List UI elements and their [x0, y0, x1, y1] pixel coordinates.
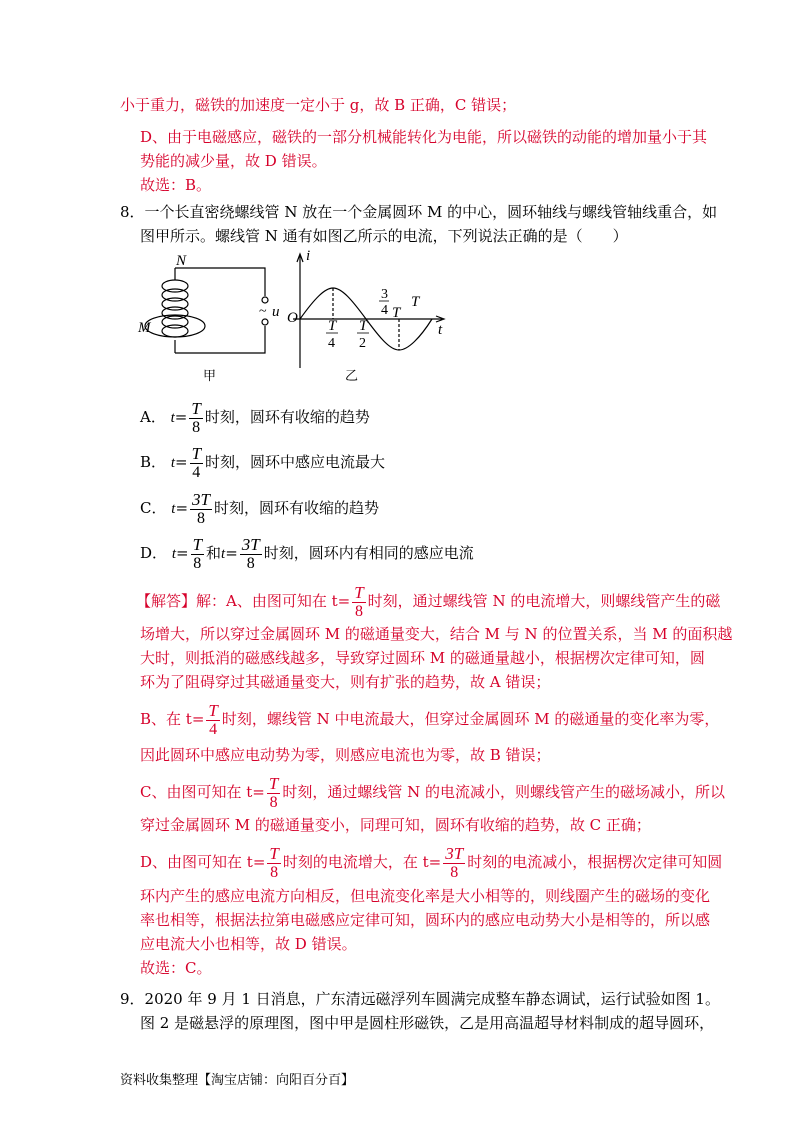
solution-l5-fraction — [206, 702, 219, 739]
page-footer: 资料收集整理【淘宝店铺：向阳百分百】 — [120, 1073, 355, 1088]
solution-l9-fraction-1 — [267, 845, 280, 882]
solution-line-5 — [140, 700, 719, 739]
q8-stem-line-1: 8．一个长直密绕螺线管 N 放在一个金属圆环 M 的中心，圆环轴线与螺线管轴线重合，如 — [120, 203, 718, 221]
q9-stem-line-2: 图 2 是磁悬浮的原理图，图中甲是圆柱形磁铁，乙是用高温超导材料制成的超导圆环， — [140, 1014, 715, 1032]
solution-l1-fraction — [352, 584, 365, 621]
solution-l5-den: 4 — [209, 720, 218, 738]
solution-l9-den2: 8 — [450, 863, 459, 881]
option-b-eq: = — [174, 453, 188, 471]
solution-line-9 — [140, 843, 722, 882]
option-d-num2: 3T — [241, 534, 260, 554]
option-a-fraction — [189, 400, 202, 437]
solution-line-6: 因此圆环中感应电动势为零，则感应电流也为零，故 B 错误； — [140, 746, 551, 764]
option-d[interactable] — [140, 534, 474, 573]
q8-figure — [130, 248, 460, 383]
solution-l7-num: T — [268, 773, 279, 793]
solution-l7-fraction — [267, 775, 280, 812]
solution-line-1 — [136, 582, 720, 621]
solution-l9-b: 时刻的电流增大，在 t= — [282, 853, 442, 871]
fig-label-u: u — [272, 304, 280, 320]
option-b-text: 时刻，圆环中感应电流最大 — [205, 453, 386, 471]
prev-solution-line-2: D、由于电磁感应，磁铁的一部分机械能转化为电能，所以磁铁的动能的增加量小于其 — [140, 128, 708, 146]
solution-l9-num: T — [269, 843, 279, 863]
solution-line-4: 环为了阻碍穿过其磁通量变大，则有扩张的趋势，故 A 错误； — [140, 673, 551, 691]
solution-l1-num: T — [354, 582, 364, 602]
solution-l7-b: 时刻，通过螺线管 N 的电流减小，则螺线管产生的磁场减小，所以 — [282, 783, 725, 801]
fig-tick-t4-den: 4 — [328, 336, 335, 351]
option-c-num: 3T — [192, 489, 210, 509]
option-d-var2: t — [221, 546, 226, 562]
option-a-prefix: A． — [140, 408, 166, 426]
option-d-mid: 和 — [206, 544, 222, 562]
fig-caption-left: 甲 — [203, 369, 217, 383]
fig-axis-t: t — [438, 322, 443, 338]
option-a[interactable] — [140, 398, 370, 437]
solution-l9-a: D、由图可知在 t= — [140, 853, 266, 871]
solution-line-3: 大时，则抵消的磁感线越多，导致穿过圆环 M 的磁通量越小，根据楞次定律可知，圆 — [140, 649, 705, 667]
option-d-den2: 8 — [246, 554, 255, 572]
option-c-den: 8 — [197, 509, 205, 527]
option-c[interactable] — [140, 489, 379, 528]
option-c-prefix: C． — [140, 499, 167, 517]
fig-tilde: ~ — [259, 304, 267, 319]
option-c-eq: = — [175, 499, 189, 517]
solution-l5-a: B、在 t= — [140, 710, 205, 728]
q8-stem-line-2: 图甲所示。螺线管 N 通有如图乙所示的电流，下列说法正确的是（ ） — [140, 227, 628, 245]
solution-line-2: 场增大，所以穿过金属圆环 M 的磁通量变大，结合 M 与 N 的位置关系，当 M 的面积越 — [140, 625, 733, 643]
option-b[interactable] — [140, 443, 385, 482]
q9-stem-line-1: 9．2020 年 9 月 1 日消息，广东清远磁浮列车圆满完成整车静态调试，运行试验如图 1。 — [120, 990, 720, 1008]
option-d-eq2: = — [225, 544, 238, 562]
option-d-text: 时刻，圆环内有相同的感应电流 — [263, 544, 474, 562]
fig-label-n: N — [176, 253, 187, 269]
solution-l5-num: T — [208, 700, 218, 720]
fig-label-m: M — [138, 320, 151, 336]
option-b-num: T — [191, 443, 202, 463]
solution-l9-num2: 3T — [445, 843, 464, 863]
option-a-var: t — [170, 410, 175, 426]
option-d-fraction-1 — [191, 536, 204, 573]
option-b-fraction — [190, 445, 203, 482]
solution-line-7 — [140, 773, 725, 812]
fig-axis-i: i — [306, 248, 311, 264]
option-c-fraction — [190, 491, 212, 528]
solution-answer: 故选：C。 — [140, 959, 212, 977]
prev-solution-line-1: 小于重力，磁铁的加速度一定小于 g，故 B 正确，C 错误； — [120, 96, 517, 114]
solution-l1-a: 【解答】解：A、由图可知在 t= — [136, 592, 351, 610]
fig-tick-t4-num: T — [328, 318, 337, 334]
option-d-num: T — [192, 534, 203, 554]
fig-tick-3t4-num: 3 — [381, 287, 388, 302]
option-d-var: t — [171, 546, 176, 562]
option-d-den: 8 — [193, 554, 202, 572]
fig-tick-t2-num: T — [359, 318, 368, 334]
option-a-den: 8 — [192, 418, 201, 436]
option-b-den: 4 — [192, 463, 201, 481]
solution-l9-fraction-2 — [443, 845, 465, 882]
option-a-num: T — [191, 398, 201, 418]
fig-tick-t2-den: 2 — [359, 336, 366, 351]
solution-line-12: 应电流大小也相等，故 D 错误。 — [140, 935, 357, 953]
solution-l7-a: C、由图可知在 t= — [140, 783, 265, 801]
option-c-text: 时刻，圆环有收缩的趋势 — [213, 499, 379, 517]
option-a-eq: = — [174, 408, 188, 426]
solution-l1-den: 8 — [354, 602, 363, 620]
fig-tick-t: T — [411, 294, 420, 310]
option-d-prefix: D． — [140, 544, 168, 562]
option-c-var: t — [171, 501, 176, 517]
fig-origin: O — [287, 310, 298, 326]
option-a-text: 时刻，圆环有收缩的趋势 — [204, 408, 370, 426]
option-d-eq: = — [175, 544, 189, 562]
option-b-var: t — [170, 455, 175, 471]
solution-l1-b: 时刻，通过螺线管 N 的电流增大，则螺线管产生的磁 — [367, 592, 721, 610]
solution-l9-c: 时刻的电流减小，根据楞次定律可知圆 — [467, 853, 723, 871]
solution-l7-den: 8 — [269, 793, 278, 811]
fig-tick-3t4-den: 4 — [381, 303, 388, 318]
solution-line-10: 环内产生的感应电流方向相反，但电流变化率是大小相等的，则线圈产生的磁场的变化 — [140, 887, 711, 905]
solution-line-11: 率也相等，根据法拉第电磁感应定律可知，圆环内的感应电动势大小是相等的，所以感 — [140, 911, 711, 929]
solution-l9-den: 8 — [270, 863, 279, 881]
fig-caption-right: 乙 — [345, 369, 359, 383]
prev-solution-line-3: 势能的减少量，故 D 错误。 — [140, 152, 327, 170]
solution-l5-b: 时刻，螺线管 N 中电流最大，但穿过金属圆环 M 的磁通量的变化率为零， — [221, 710, 720, 728]
fig-tick-3t4-T: T — [392, 305, 401, 321]
prev-solution-answer: 故选：B。 — [140, 176, 212, 194]
solution-line-8: 穿过金属圆环 M 的磁通量变小，同理可知，圆环有收缩的趋势，故 C 正确； — [140, 816, 651, 834]
option-d-fraction-2 — [240, 536, 262, 573]
option-b-prefix: B． — [140, 453, 167, 471]
